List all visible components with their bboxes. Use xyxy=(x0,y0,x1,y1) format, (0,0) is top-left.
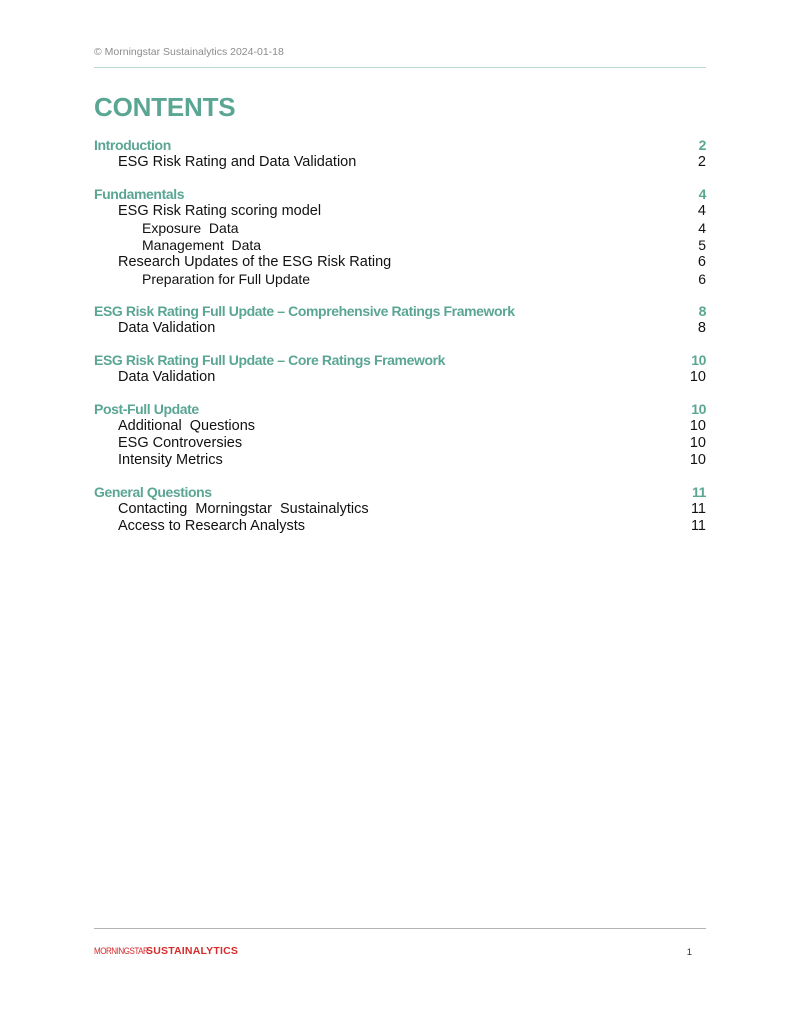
toc-entry-title: ESG Risk Rating Full Update – Core Ratings Framework xyxy=(94,352,446,368)
toc-section xyxy=(94,186,706,288)
toc-entry-title: Preparation for Full Update xyxy=(142,271,311,287)
toc-entry-title: Post-Full Update xyxy=(94,401,199,417)
toc-entry-title: Contacting Morningstar Sustainalytics xyxy=(118,501,369,517)
toc-entry-title: Management Data xyxy=(142,237,262,253)
toc-entry[interactable] xyxy=(94,220,706,237)
toc-entry-section[interactable] xyxy=(94,137,706,154)
toc-entry[interactable] xyxy=(94,501,706,518)
toc-entry-title: ESG Risk Rating and Data Validation xyxy=(118,154,357,170)
toc-entry[interactable] xyxy=(94,435,706,452)
header-copyright: © Morningstar Sustainalytics 2024-01-18 xyxy=(94,46,284,58)
toc-entry-page: 4 xyxy=(698,186,706,202)
page-title: CONTENTS xyxy=(94,92,236,122)
toc-entry-section[interactable] xyxy=(94,484,706,501)
toc-entry-page: 11 xyxy=(692,484,706,500)
table-of-contents xyxy=(94,137,706,550)
toc-entry-page: 2 xyxy=(698,137,706,153)
toc-entry[interactable] xyxy=(94,203,706,220)
toc-entry-title: ESG Controversies xyxy=(118,435,243,451)
toc-entry-title: Data Validation xyxy=(118,369,216,385)
toc-entry-title: Data Validation xyxy=(118,320,216,336)
toc-entry-page: 6 xyxy=(697,254,706,270)
sustainalytics-logo: SUSTAINALYTICS xyxy=(146,945,239,957)
toc-entry-title: ESG Risk Rating scoring model xyxy=(118,203,322,219)
toc-section xyxy=(94,352,706,386)
toc-entry[interactable] xyxy=(94,154,706,171)
toc-entry-title: ESG Risk Rating Full Update – Comprehensive Ratings Framework xyxy=(94,303,515,319)
header-divider xyxy=(94,67,706,68)
toc-entry[interactable] xyxy=(94,369,706,386)
toc-entry-section[interactable] xyxy=(94,401,706,418)
toc-entry-title: Introduction xyxy=(94,137,171,153)
toc-section xyxy=(94,303,706,337)
toc-entry[interactable] xyxy=(94,518,706,535)
toc-entry-page: 11 xyxy=(690,501,706,517)
toc-entry-page: 10 xyxy=(689,418,706,434)
toc-entry-section[interactable] xyxy=(94,303,706,320)
page-number: 1 xyxy=(686,947,692,958)
toc-entry-page: 5 xyxy=(698,237,706,253)
footer-logo xyxy=(94,945,238,957)
toc-entry-page: 2 xyxy=(697,154,706,170)
toc-entry-title: General Questions xyxy=(94,484,212,500)
toc-section xyxy=(94,401,706,469)
toc-entry-page: 10 xyxy=(689,369,706,385)
toc-entry-title: Exposure Data xyxy=(142,220,239,236)
toc-entry-page: 10 xyxy=(691,401,706,417)
toc-entry-page: 10 xyxy=(689,452,706,468)
toc-entry-title: Intensity Metrics xyxy=(118,452,223,468)
footer-divider xyxy=(94,928,706,929)
toc-entry-section[interactable] xyxy=(94,352,706,369)
toc-entry-title: Fundamentals xyxy=(94,186,185,202)
toc-entry-page: 8 xyxy=(697,320,706,336)
toc-entry[interactable] xyxy=(94,418,706,435)
toc-entry[interactable] xyxy=(94,254,706,271)
toc-entry[interactable] xyxy=(94,452,706,469)
toc-entry[interactable] xyxy=(94,320,706,337)
toc-section xyxy=(94,137,706,171)
toc-entry-page: 6 xyxy=(698,271,706,287)
toc-entry-page: 10 xyxy=(691,352,706,368)
toc-entry[interactable] xyxy=(94,237,706,254)
toc-entry[interactable] xyxy=(94,271,706,288)
toc-entry-section[interactable] xyxy=(94,186,706,203)
toc-section xyxy=(94,484,706,535)
toc-entry-page: 8 xyxy=(698,303,706,319)
morningstar-logo: MORNINGSTAR xyxy=(94,945,149,957)
toc-entry-page: 4 xyxy=(697,203,706,219)
toc-entry-page: 10 xyxy=(689,435,706,451)
toc-entry-title: Research Updates of the ESG Risk Rating xyxy=(118,254,392,270)
toc-entry-page: 11 xyxy=(690,518,706,534)
toc-entry-page: 4 xyxy=(698,220,706,236)
toc-entry-title: Additional Questions xyxy=(118,418,256,434)
toc-entry-title: Access to Research Analysts xyxy=(118,518,305,534)
